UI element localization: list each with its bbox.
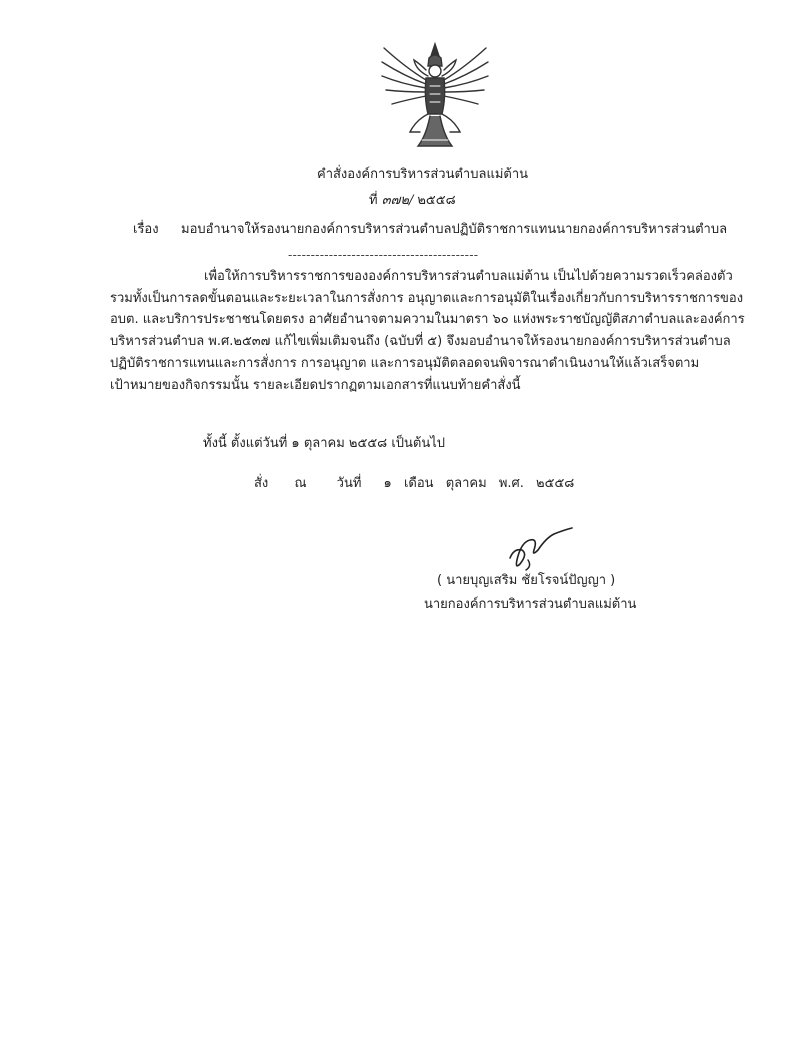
body-paragraph [110, 266, 750, 396]
month-label: เดือน [403, 476, 434, 491]
body-line: บริหารส่วนตำบล พ.ศ.๒๕๓๗ แก้ไขเพิ่มเติมจนถึง (ฉบับที่ ๕) จึงมอบอำนาจให้รองนายกองค์การบริหารส่วนตำบล [110, 334, 731, 350]
effective-date: ทั้งนี้ ตั้งแต่วันที่ ๑ ตุลาคม ๒๕๕๘ เป็นต้นไป [203, 436, 446, 451]
day-value: ๑ [383, 476, 392, 491]
signer-position: นายกองค์การบริหารส่วนตำบลแม่ต้าน [424, 597, 637, 612]
body-line: เพื่อให้การบริหารราชการขององค์การบริหารส่วนตำบลแม่ต้าน เป็นไปด้วยความรวดเร็วคล่องตัว [204, 269, 733, 284]
order-title: คำสั่งองค์การบริหารส่วนตำบลแม่ต้าน [317, 167, 529, 182]
body-line: ปฏิบัติราชการแทนและการสั่งการ การอนุญาต และการอนุมัติตลอดจนพิจารณาดำเนินงานให้แล้วเสร็จตาม [110, 355, 700, 371]
number-prefix: ที่ [369, 193, 378, 208]
month-value: ตุลาคม [445, 476, 487, 491]
body-line: อบต. และบริการประชาชนโดยตรง อาศัยอำนาจตามความในมาตรา ๖๐ แห่งพระราชบัญญัติสภาตำบลและองค์การ [110, 312, 745, 328]
garuda-seal-icon [376, 40, 494, 152]
divider: ------------------------------------------ [288, 248, 479, 262]
subject-label: เรื่อง [133, 222, 159, 237]
subject-text: มอบอำนาจให้รองนายกองค์การบริหารส่วนตำบลปฏิบัติราชการแทนนายกองค์การบริหารส่วนตำบล [181, 222, 728, 237]
handwritten-signature [504, 520, 576, 572]
year-value: ๒๕๕๘ [536, 476, 575, 491]
at-label: ณ [294, 476, 307, 491]
order-label: สั่ง [254, 476, 269, 491]
body-line: รวมทั้งเป็นการลดขั้นตอนและระยะเวลาในการสั่งการ อนุญาตและการอนุมัติในเรื่องเกี่ยวกับการบริหารราชการของ [110, 290, 744, 306]
order-date [254, 476, 574, 492]
era-label: พ.ศ. [498, 476, 524, 491]
number-year: ๒๕๕๘ [417, 193, 456, 208]
day-label: วันที่ [336, 476, 362, 491]
body-line: เป้าหมายของกิจกรรมนั้น รายละเอียดปรากฏตามเอกสารที่แนบท้ายคำสั่งนี้ [110, 377, 521, 393]
signer-name: ( นายบุญเสริม ชัยโรจน์ปัญญา ) [437, 573, 616, 588]
number-value: ๓๗๒/ [381, 193, 414, 208]
order-number [369, 193, 456, 209]
